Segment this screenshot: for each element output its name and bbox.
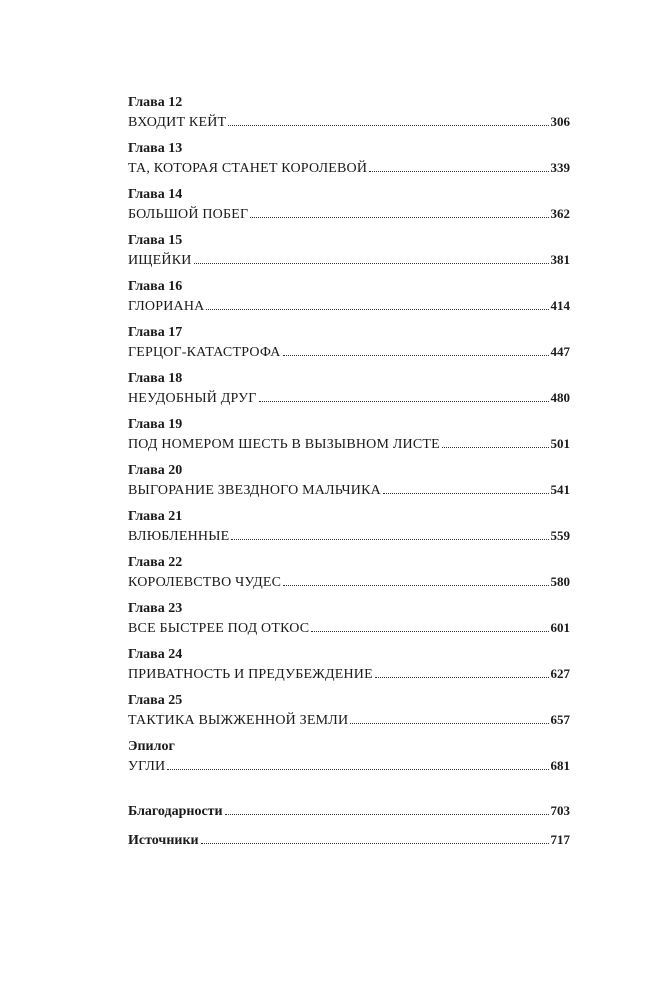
back-matter-title: Благодарности <box>128 804 223 819</box>
dot-leader <box>369 170 548 172</box>
toc-chapter-entry <box>128 93 570 131</box>
chapter-row[interactable] <box>128 664 570 683</box>
chapter-row[interactable] <box>128 572 570 591</box>
dot-leader <box>225 813 549 815</box>
chapter-row[interactable] <box>128 342 570 361</box>
dot-leader <box>442 446 549 448</box>
chapter-title: ПОД НОМЕРОМ ШЕСТЬ В ВЫЗЫВНОМ ЛИСТЕ <box>128 437 440 452</box>
toc-chapter-entry <box>128 599 570 637</box>
chapter-row[interactable] <box>128 480 570 499</box>
chapter-title: ВХОДИТ КЕЙТ <box>128 115 227 130</box>
dot-leader <box>228 124 548 126</box>
page-number: 681 <box>550 758 570 773</box>
chapter-title: ВСЕ БЫСТРЕЕ ПОД ОТКОС <box>128 621 310 636</box>
chapter-title: ПРИВАТНОСТЬ И ПРЕДУБЕЖДЕНИЕ <box>128 667 373 682</box>
chapter-title: ГЛОРИАНА <box>128 299 205 314</box>
toc-chapter-entry <box>128 645 570 683</box>
chapter-title: ТА, КОТОРАЯ СТАНЕТ КОРОЛЕВОЙ <box>128 161 368 176</box>
chapter-label: Эпилог <box>128 739 175 754</box>
page-number: 657 <box>550 712 570 727</box>
chapter-label: Глава 15 <box>128 233 183 248</box>
page-number: 381 <box>550 252 570 267</box>
page-number: 414 <box>550 298 570 313</box>
toc-chapter-entry <box>128 461 570 499</box>
chapter-row[interactable] <box>128 296 570 315</box>
page-number: 580 <box>550 574 570 589</box>
dot-leader <box>283 354 549 356</box>
chapter-label: Глава 19 <box>128 417 183 432</box>
chapter-label: Глава 21 <box>128 509 183 524</box>
dot-leader <box>259 400 549 402</box>
chapter-label: Глава 24 <box>128 647 183 662</box>
toc-chapter-entry <box>128 553 570 591</box>
chapter-row[interactable] <box>128 112 570 131</box>
dot-leader <box>311 630 548 632</box>
toc-chapter-entry <box>128 323 570 361</box>
chapter-title: БОЛЬШОЙ ПОБЕГ <box>128 207 249 222</box>
toc-chapter-entry <box>128 139 570 177</box>
chapter-label: Глава 17 <box>128 325 183 340</box>
chapter-label: Глава 13 <box>128 141 183 156</box>
chapter-label: Глава 23 <box>128 601 183 616</box>
chapter-title: УГЛИ <box>128 759 166 774</box>
toc-chapter-entry <box>128 231 570 269</box>
toc-chapter-entry <box>128 737 570 775</box>
chapter-row[interactable] <box>128 618 570 637</box>
back-matter-list <box>128 801 570 849</box>
dot-leader <box>350 722 548 724</box>
toc-chapter-entry <box>128 185 570 223</box>
chapter-row[interactable] <box>128 434 570 453</box>
page-number: 339 <box>550 160 570 175</box>
toc-chapter-entry <box>128 507 570 545</box>
dot-leader <box>375 676 549 678</box>
chapter-row[interactable] <box>128 204 570 223</box>
chapter-label: Глава 12 <box>128 95 183 110</box>
back-matter-entry[interactable] <box>128 830 570 849</box>
dot-leader <box>383 492 549 494</box>
chapter-label: Глава 20 <box>128 463 183 478</box>
page-number: 306 <box>550 114 570 129</box>
chapter-title: ГЕРЦОГ-КАТАСТРОФА <box>128 345 281 360</box>
page-number: 601 <box>550 620 570 635</box>
chapter-label: Глава 25 <box>128 693 183 708</box>
back-matter-entry[interactable] <box>128 801 570 820</box>
back-matter-title: Источники <box>128 833 199 848</box>
chapter-label: Глава 14 <box>128 187 183 202</box>
toc-chapter-entry <box>128 277 570 315</box>
chapter-label: Глава 22 <box>128 555 183 570</box>
page-number: 703 <box>550 803 570 818</box>
dot-leader <box>206 308 548 310</box>
chapter-row[interactable] <box>128 710 570 729</box>
chapter-row[interactable] <box>128 158 570 177</box>
chapter-title: ВЛЮБЛЕННЫЕ <box>128 529 230 544</box>
dot-leader <box>283 584 548 586</box>
dot-leader <box>250 216 548 218</box>
table-of-contents <box>128 93 570 859</box>
chapter-title: НЕУДОБНЫЙ ДРУГ <box>128 391 257 406</box>
page-number: 362 <box>550 206 570 221</box>
page-number: 559 <box>550 528 570 543</box>
chapter-title: ВЫГОРАНИЕ ЗВЕЗДНОГО МАЛЬЧИКА <box>128 483 381 498</box>
dot-leader <box>201 842 549 844</box>
chapter-label: Глава 16 <box>128 279 183 294</box>
chapter-label: Глава 18 <box>128 371 183 386</box>
page-number: 480 <box>550 390 570 405</box>
chapter-title: ИЩЕЙКИ <box>128 253 192 268</box>
chapter-row[interactable] <box>128 526 570 545</box>
page-number: 447 <box>550 344 570 359</box>
page-number: 717 <box>550 832 570 847</box>
dot-leader <box>167 768 548 770</box>
chapter-list <box>128 93 570 775</box>
chapter-row[interactable] <box>128 756 570 775</box>
chapter-row[interactable] <box>128 250 570 269</box>
toc-chapter-entry <box>128 369 570 407</box>
toc-chapter-entry <box>128 415 570 453</box>
chapter-title: КОРОЛЕВСТВО ЧУДЕС <box>128 575 282 590</box>
chapter-row[interactable] <box>128 388 570 407</box>
page-number: 541 <box>550 482 570 497</box>
dot-leader <box>194 262 549 264</box>
chapter-title: ТАКТИКА ВЫЖЖЕННОЙ ЗЕМЛИ <box>128 713 349 728</box>
page-number: 501 <box>550 436 570 451</box>
dot-leader <box>231 538 548 540</box>
toc-chapter-entry <box>128 691 570 729</box>
page-number: 627 <box>550 666 570 681</box>
